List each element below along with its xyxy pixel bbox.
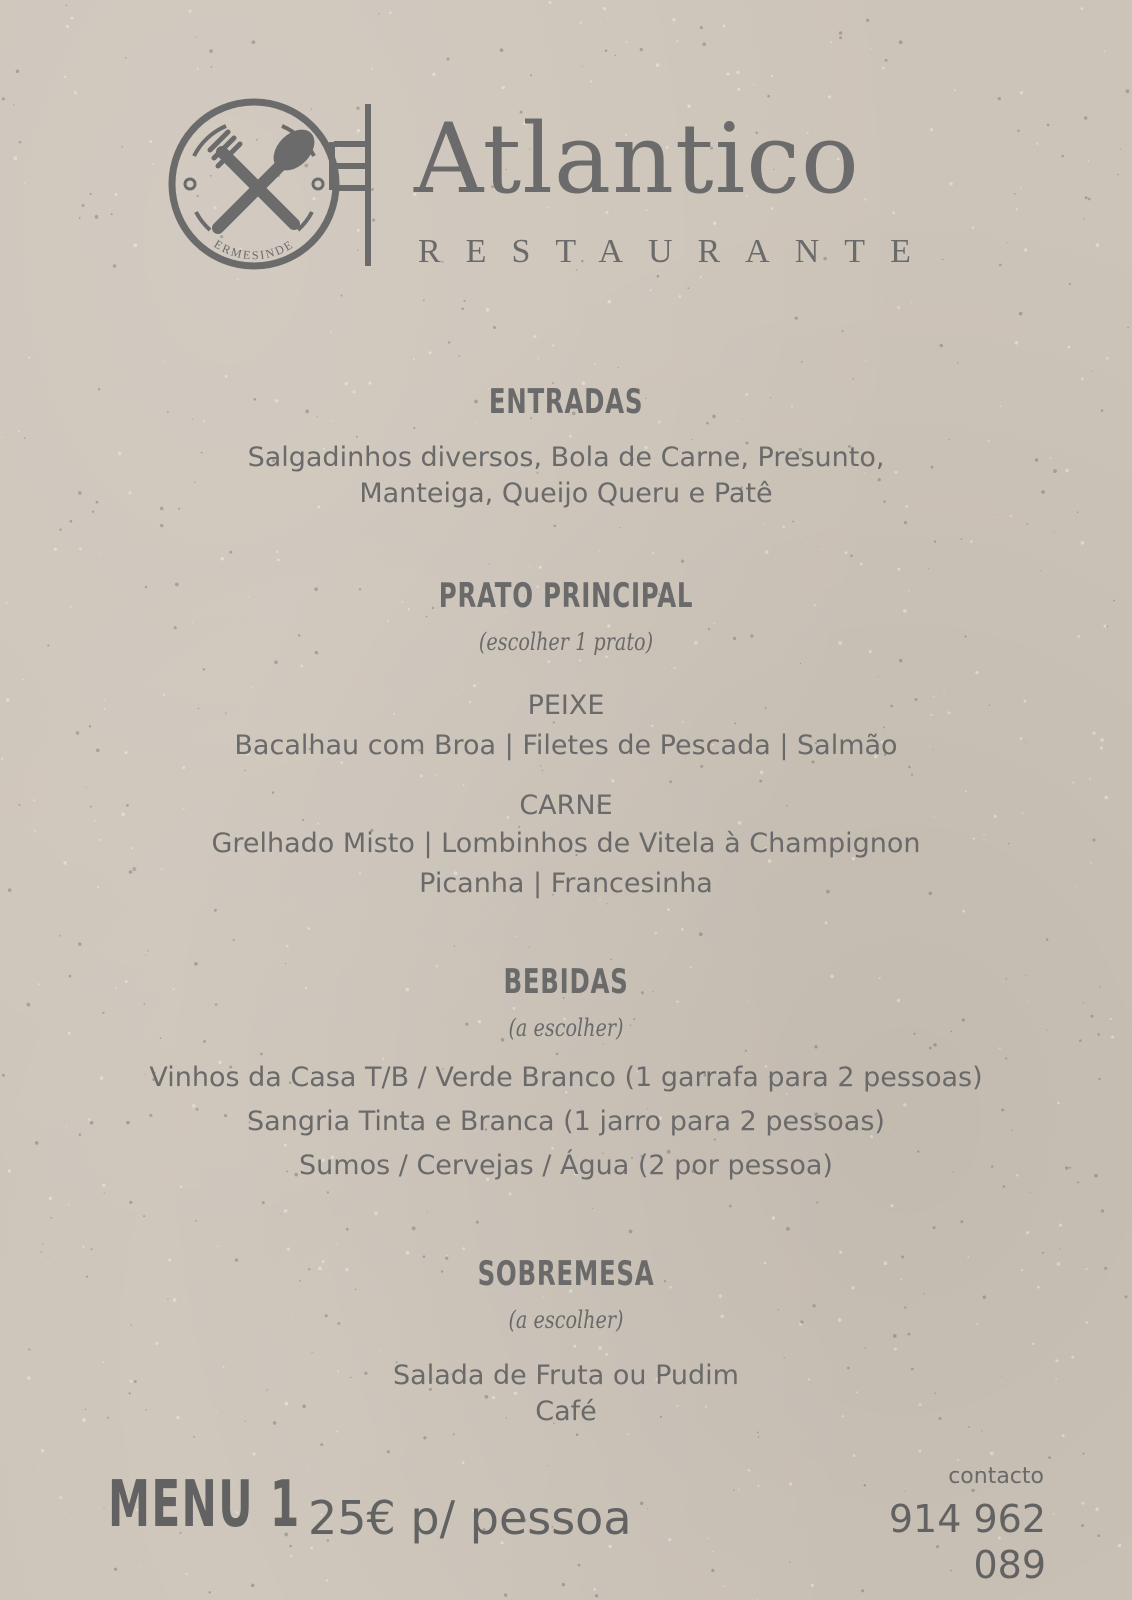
emblem-text: ERMESINDE	[211, 236, 297, 263]
sobremesa-title: SOBREMESA	[477, 1254, 655, 1294]
peixe-items: Bacalhau com Broa | Filetes de Pescada | Salmão	[234, 730, 898, 761]
menu-number: MENU 1	[108, 1468, 301, 1542]
sobremesa-line: Salada de Fruta ou Pudim	[393, 1360, 739, 1391]
contact-phone: 914 962 089	[888, 1497, 1046, 1587]
bebidas-line: Sumos / Cervejas / Água (2 por pessoa)	[299, 1150, 833, 1181]
entradas-line: Manteiga, Queijo Queru e Patê	[359, 478, 773, 509]
prato-principal-title: PRATO PRINCIPAL	[438, 576, 694, 616]
carne-line: Picanha | Francesinha	[419, 868, 713, 899]
prato-principal-note: (escolher 1 prato)	[478, 628, 654, 656]
crossed-fork-spoon-icon	[210, 122, 322, 228]
contact-label: contacto	[948, 1464, 1044, 1489]
entradas-title: ENTRADAS	[488, 382, 644, 422]
bebidas-note: (a escolher)	[508, 1014, 624, 1042]
sobremesa-line: Café	[535, 1396, 597, 1427]
menu-price: 25€ p/ pessoa	[308, 1491, 632, 1545]
restaurant-name: Atlantico	[414, 103, 860, 215]
peixe-label: PEIXE	[527, 690, 605, 721]
bebidas-title: BEBIDAS	[503, 962, 629, 1002]
carne-line: Grelhado Misto | Lombinhos de Vitela à Champignon	[211, 828, 921, 859]
restaurant-subtitle: RESTAURANTE	[418, 233, 936, 270]
restaurant-logo-emblem	[166, 96, 386, 276]
carne-label: CARNE	[519, 790, 613, 821]
bebidas-line: Sangria Tinta e Branca (1 jarro para 2 pessoas)	[247, 1106, 885, 1137]
entradas-line: Salgadinhos diversos, Bola de Carne, Presunto,	[247, 442, 885, 473]
bebidas-line: Vinhos da Casa T/B / Verde Branco (1 garrafa para 2 pessoas)	[149, 1062, 983, 1093]
sobremesa-note: (a escolher)	[508, 1306, 624, 1334]
